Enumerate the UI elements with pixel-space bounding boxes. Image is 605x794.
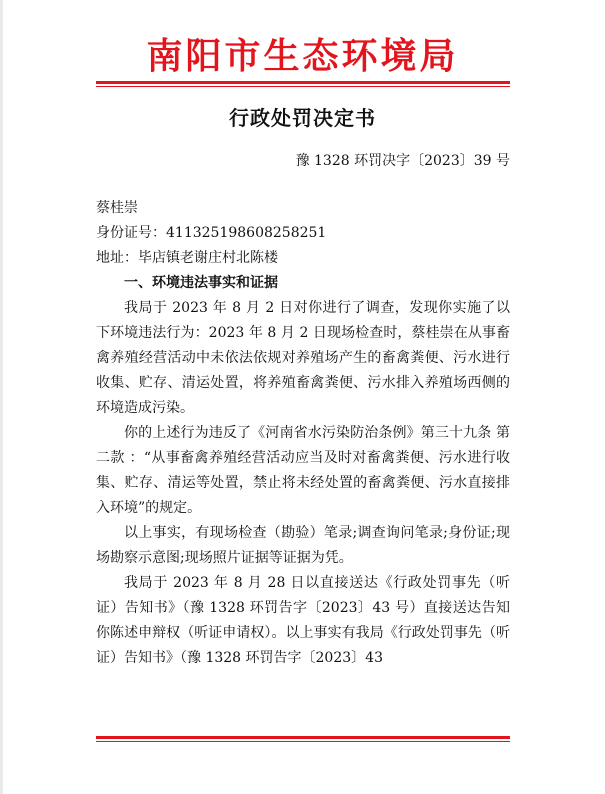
party-address: 地址：毕店镇老谢庄村北陈楼 (96, 250, 278, 266)
paragraph-investigation: 我局于 2023 年 8 月 2 日对你进行了调查，发现你实施了以下环境违法行为：2023 年 8 月 2 日现场检查时，蔡桂崇在从事畜禽养殖经营活动中未依法依规对养殖场产生的畜禽粪便、污水进行收集、贮存、清运处置，将养殖畜禽粪便、污水排入养殖场西侧的环境造成污染。 (96, 300, 510, 416)
section-heading-facts: 一、环境违法事实和证据 (124, 275, 278, 291)
paragraph-evidence: 以上事实，有现场检查（勘验）笔录;调查询问笔录;身份证;现场勘察示意图;现场照片证据等证据为凭。 (96, 525, 510, 566)
party-name: 蔡桂崇 (96, 200, 138, 216)
letterhead-rule-thick (96, 81, 510, 84)
letterhead-rule-thin (96, 86, 510, 87)
footer-rule-thin (96, 741, 510, 742)
paragraph-violation: 你的上述行为违反了《河南省水污染防治条例》第三十九条 第二款 ：“从事畜禽养殖经营活动应当及时对畜禽粪便、污水进行收集、贮存、清运等处置，禁止将未经处置的畜禽粪便、污水直接排入环境”的规定。 (96, 425, 510, 516)
agency-letterhead: 南阳市生态环境局 (146, 36, 459, 77)
document-title: 行政处罚决定书 (229, 106, 376, 130)
party-id-number: 身份证号：411325198608258251 (96, 225, 327, 241)
document-number: 豫 1328 环罚决字〔2023〕39 号 (295, 153, 510, 169)
paragraph-notification: 我局于 2023 年 8 月 28 日以直接送达《行政处罚事先（听证）告知书》（豫 1328 环罚告字〔2023〕43 号）直接送达告知你陈述申辩权（听证申请权）。以上事实有我局《行政处罚事先（听证）告知书》（豫 1328 环罚告字〔2023〕43 (96, 575, 510, 666)
footer-rule-thick (96, 736, 510, 739)
document-body (96, 196, 510, 671)
